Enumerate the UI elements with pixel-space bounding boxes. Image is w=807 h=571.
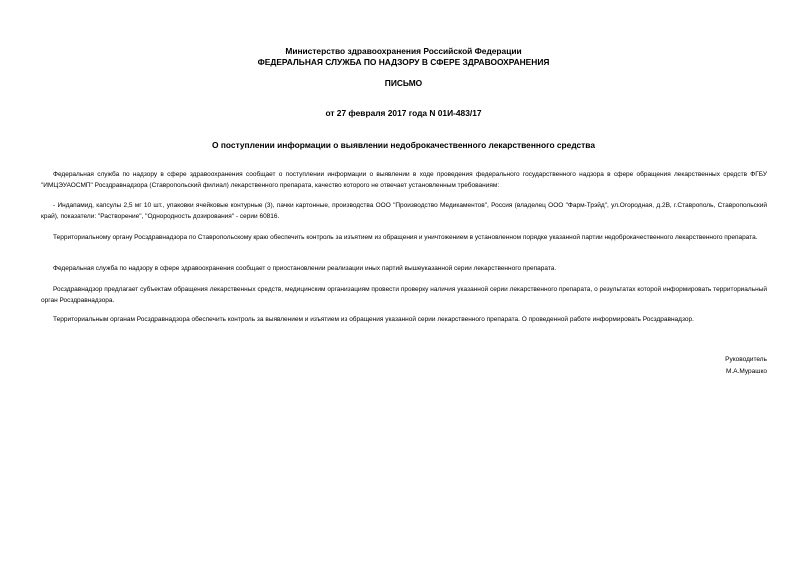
- ministry-heading: Министерство здравоохранения Российской Федерации: [285, 46, 522, 56]
- signature-block: [725, 354, 767, 378]
- paragraph-5: Росздравнадзор предлагает субъектам обращения лекарственных средств, медицинским организациям провести проверку наличия указанной серии лекарственного препарата, о результатах которой информировать территориальный орган Росздравнадзора.: [41, 286, 767, 304]
- paragraph-3: Территориальному органу Росздравнадзора по Ставропольскому краю обеспечить контроль за изъятием из обращения и уничтожением в установленном порядке указанной партии недоброкачественного лекарственного препарата.: [53, 234, 758, 241]
- document-type: ПИСЬМО: [384, 78, 423, 88]
- paragraph-4: Федеральная служба по надзору в сфере здравоохранения сообщает о приостановлении реализации иных партий вышеуказанной серии лекарственного препарата.: [53, 265, 557, 272]
- paragraph-6: Территориальным органам Росздравнадзора обеспечить контроль за выявлением и изъятием из обращения указанной серии лекарственного препарата. О проведенной работе информировать Росздравнадзор.: [53, 316, 694, 323]
- signatory-position: Руководитель: [725, 356, 767, 363]
- paragraph-2: - Индапамид, капсулы 2,5 мг 10 шт., упаковки ячейковые контурные (3), пачки картонные, производства ООО "Производство Медикаментов", Россия (владелец ООО "Фарм-Трэйд", ул.Огородная, д.2В, г.Ставрополь, Ставропольский край), показатели: "Растворение", "Однородность дозирования" - серии 60816.: [41, 202, 767, 220]
- signatory-name: М.А.Мурашко: [725, 368, 767, 375]
- document-date-number: от 27 февраля 2017 года N 01И-483/17: [325, 108, 482, 118]
- document-subject: О поступлении информации о выявлении недоброкачественного лекарственного средства: [212, 140, 595, 150]
- paragraph-1: Федеральная служба по надзору в сфере здравоохранения сообщает о поступлении информации о выявлении в ходе проведения федерального государственного надзора в сфере обращения лекарственных средств ФГБУ "ИМЦЭУАОСМП" Росздравнадзора (Ставропольский филиал) лекарственного препарата, качество которого не отвечает установленным требованиям:: [41, 171, 767, 189]
- service-heading: ФЕДЕРАЛЬНАЯ СЛУЖБА ПО НАДЗОРУ В СФЕРЕ ЗДРАВООХРАНЕНИЯ: [257, 57, 550, 67]
